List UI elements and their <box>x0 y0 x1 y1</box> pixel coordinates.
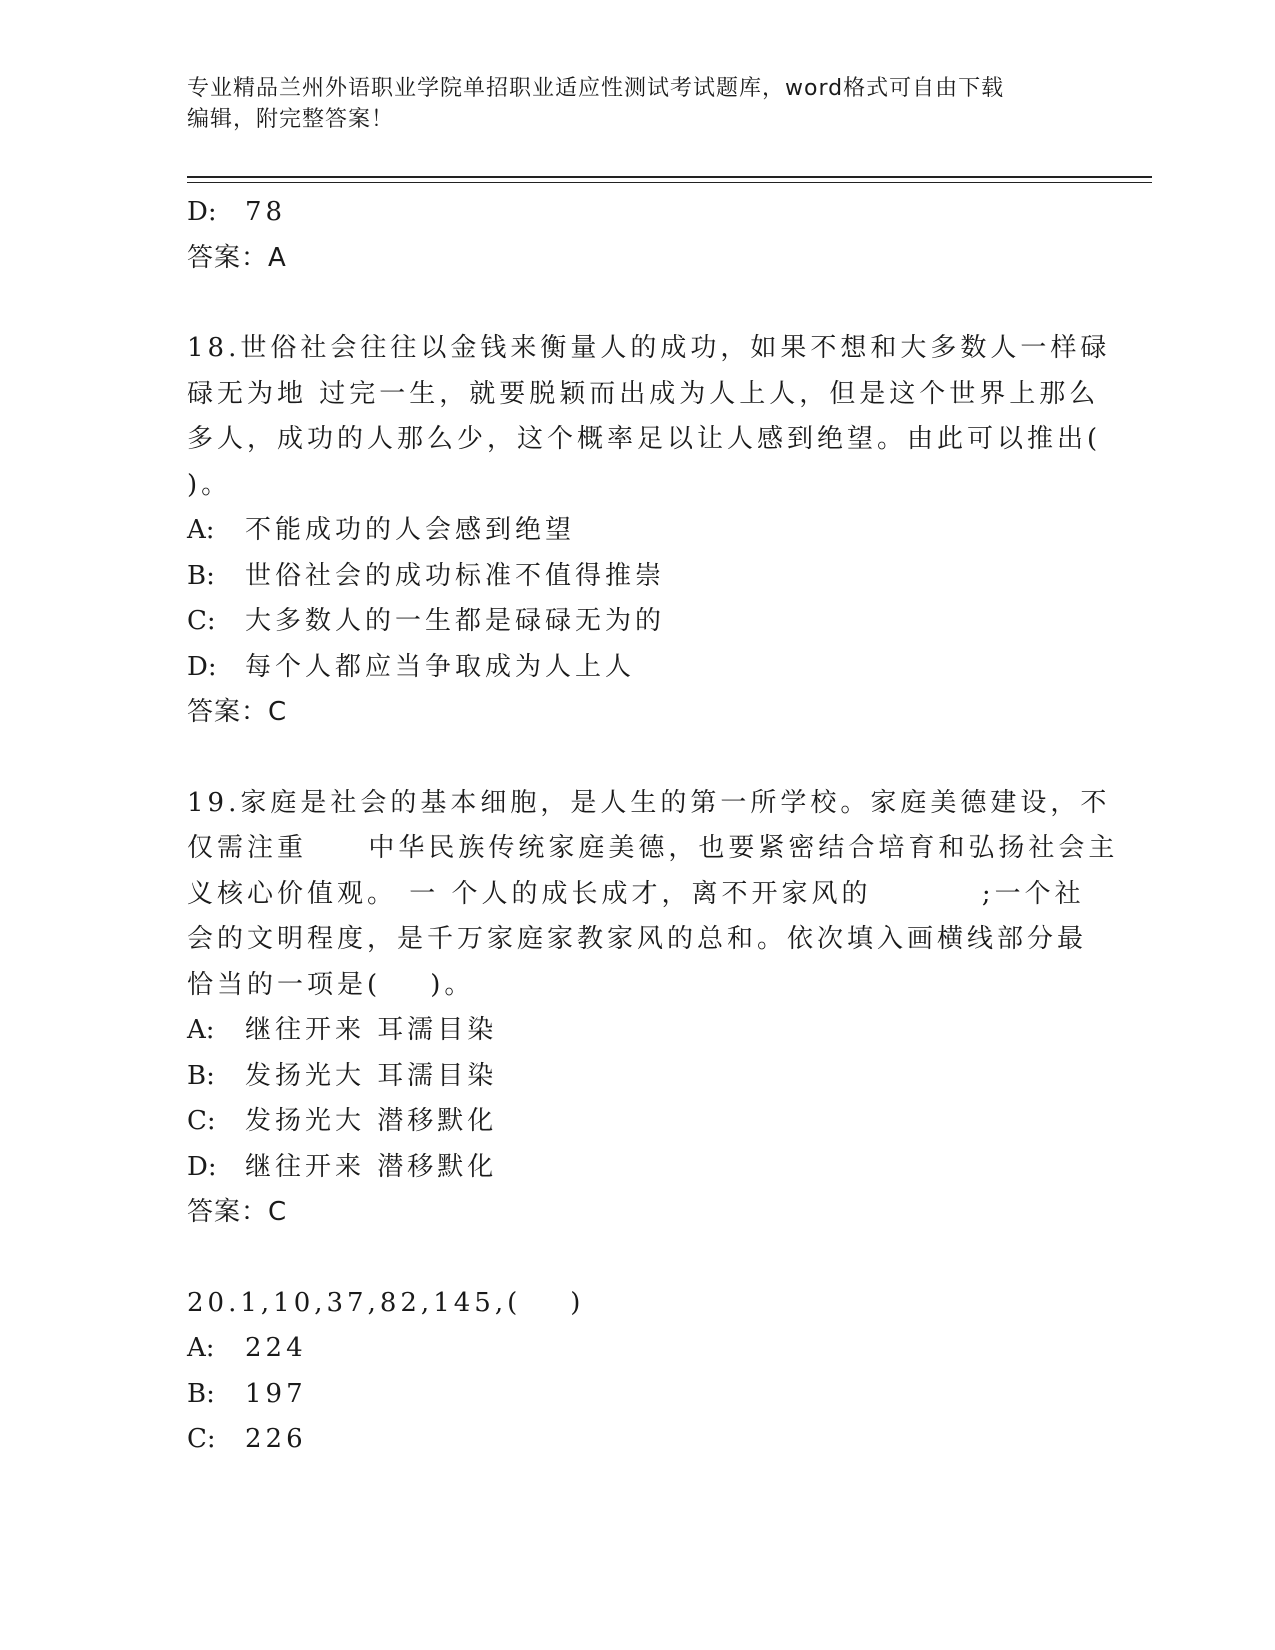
option-label: D: <box>187 1151 217 1182</box>
question-19 <box>187 781 1119 1236</box>
option-b <box>187 554 1087 600</box>
header-divider-thick <box>187 176 1152 178</box>
option-text: 不能成功的人会感到绝望 <box>245 515 576 545</box>
question-20 <box>187 1281 1087 1463</box>
option-a <box>187 508 1087 554</box>
option-text: 226 <box>245 1424 307 1454</box>
option-c <box>187 1099 1087 1145</box>
answer: 答案：C <box>187 697 288 727</box>
option-text: 每个人都应当争取成为人上人 <box>245 651 636 682</box>
option-label: D: <box>187 197 217 227</box>
question-stem-line: 会的文明程度，是千万家庭家教家风的总和。依次填入画横线部分最 <box>187 924 1088 954</box>
option-a <box>187 1326 1087 1372</box>
header-line-2: 编辑，附完整答案！ <box>187 107 395 132</box>
option-b <box>187 1054 1087 1100</box>
question-stem-line: 碌无为地 过完一生，就要脱颖而出成为人上人，但是这个世界上那么 <box>187 378 1100 409</box>
prev-option-d <box>187 190 1087 236</box>
option-label: A: <box>187 1015 215 1045</box>
answer: 答案：C <box>187 1197 288 1227</box>
question-content <box>187 190 1119 1463</box>
option-c <box>187 1417 1087 1463</box>
option-label: D: <box>187 651 217 682</box>
document-header <box>187 73 1087 135</box>
option-label: C: <box>187 1424 216 1454</box>
option-text: 78 <box>245 197 287 227</box>
option-label: B: <box>187 1060 215 1091</box>
option-c <box>187 599 1087 645</box>
option-text: 197 <box>245 1378 307 1409</box>
option-b <box>187 1372 1087 1418</box>
question-stem-line: 18.世俗社会往往以金钱来衡量人的成功，如果不想和大多数人一样碌 <box>187 333 1111 363</box>
question-stem-line: )。 <box>187 469 232 500</box>
question-18 <box>187 326 1111 736</box>
spacer <box>187 1236 1087 1281</box>
option-label: B: <box>187 1378 215 1409</box>
question-stem-line: 恰当的一项是( )。 <box>187 969 475 1000</box>
question-stem-line: 19.家庭是社会的基本细胞，是人生的第一所学校。家庭美德建设，不 <box>187 787 1111 818</box>
option-a <box>187 1008 1087 1054</box>
option-label: A: <box>187 1333 215 1363</box>
question-stem-line: 20.1,10,37,82,145,( ) <box>187 1287 585 1318</box>
prev-answer: 答案：A <box>187 242 287 273</box>
option-label: A: <box>187 515 215 545</box>
spacer <box>187 736 1087 781</box>
option-label: C: <box>187 606 216 636</box>
option-text: 发扬光大 潜移默化 <box>245 1106 498 1136</box>
option-text: 发扬光大 耳濡目染 <box>245 1060 498 1091</box>
header-line-1: 专业精品兰州外语职业学院单招职业适应性测试考试题库，word格式可自由下载 <box>187 76 1005 101</box>
option-d <box>187 1145 1087 1191</box>
option-text: 224 <box>245 1333 307 1363</box>
header-divider-thin <box>187 182 1152 183</box>
spacer <box>187 281 1087 326</box>
option-text: 继往开来 潜移默化 <box>245 1151 498 1182</box>
question-stem-line: 仅需注重 中华民族传统家庭美德，也要紧密结合培育和弘扬社会主 <box>187 833 1119 863</box>
option-text: 大多数人的一生都是碌碌无为的 <box>245 606 666 636</box>
option-label: C: <box>187 1106 216 1136</box>
question-stem-line: 多人，成功的人那么少，这个概率足以让人感到绝望。由此可以推出( <box>187 424 1102 454</box>
option-d <box>187 645 1087 691</box>
option-label: B: <box>187 560 215 591</box>
question-stem-line: 义核心价值观。 一 个人的成长成才，离不开家风的 ;一个社 <box>187 878 1085 909</box>
option-text: 继往开来 耳濡目染 <box>245 1015 498 1045</box>
option-text: 世俗社会的成功标准不值得推崇 <box>245 560 666 591</box>
